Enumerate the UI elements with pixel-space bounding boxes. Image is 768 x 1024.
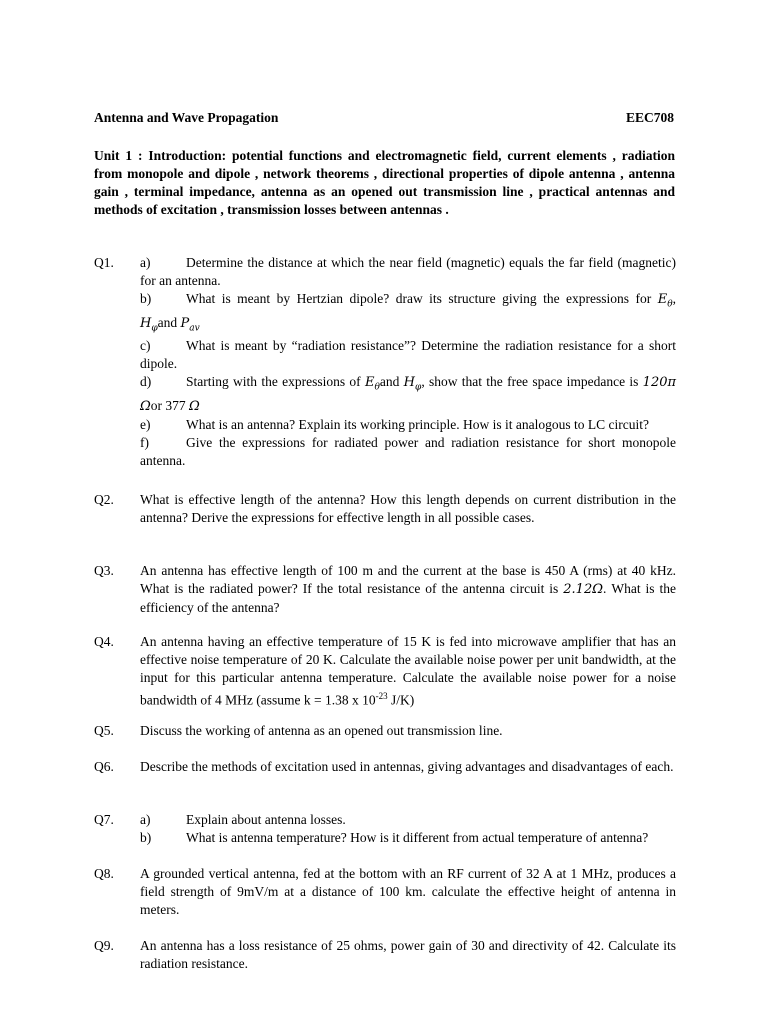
e-theta-symbol: $E_\theta$	[657, 292, 673, 310]
course-title: Antenna and Wave Propagation	[94, 110, 279, 125]
question-6: Q6. Describe the methods of excitation used in antennas, giving advantages and disadvantages of each.	[94, 759, 674, 774]
course-code: EEC708	[625, 110, 674, 125]
question-number: Q1.	[94, 255, 114, 270]
question-8: Q8. A grounded vertical antenna, fed at the bottom with an RF current of 32 A at 1 MHz, produces a field strength of 9mV/m at a distance of 100 km. calculate the effective height of antenna in meters.	[94, 866, 676, 917]
q1-part-c: c) What is meant by “radiation resistance”? Determine the radiation resistance for a short dipole.	[140, 338, 676, 372]
question-4: Q4. An antenna having an effective temperature of 15 K is fed into microwave amplifier that has an effective noise temperature of 20 K. Calculate the available noise power per unit bandwidth, at the input for this particular antenna temperature. Calculate the available noise power for a noise bandwidth of 4 MHz (assume k = 1.38 x $10^{-23}$ J/K)	[94, 634, 676, 708]
q1-part-b: b) What is meant by Hertzian dipole? draw its structure giving the expressions for $E_\theta$, $H_\varphi and$ $P_{av}$	[140, 291, 676, 334]
p-av-symbol: $P_{av}$	[180, 315, 200, 334]
question-2: Q2. What is effective length of the antenna? How this length depends on current distribution in the antenna? Derive the expressions for effective length in all possible cases.	[94, 492, 676, 525]
h-phi-symbol: $H_\varphi$	[140, 315, 158, 334]
question-3: Q3. An antenna has effective length of 100 m and the current at the base is 450 A (rms) at 40 kHz. What is the radiated power? If the total resistance of the antenna circuit is 2.12Ω. What is the efficiency of the antenna?	[94, 563, 677, 615]
q1-part-f: f) Give the expressions for radiated power and radiation resistance for short monopole antenna.	[140, 434, 676, 468]
question-5: Q5. Discuss the working of antenna as an opened out transmission line.	[94, 723, 503, 738]
q1-part-d: d) Starting with the expressions of $E_\theta and$ $H_\varphi$, show that the free space impedance is 120π Ωor 377 Ω	[140, 374, 677, 414]
question-9: Q9. An antenna has a loss resistance of 25 ohms, power gain of 30 and directivity of 42. Calculate its radiation resistance.	[94, 938, 676, 971]
q1-part-e: e) What is an antenna? Explain its working principle. How is it analogous to LC circuit?	[140, 416, 650, 432]
document-header	[94, 110, 674, 126]
question-7: Q7. a) Explain about antenna losses. b) What is antenna temperature? How is it different from actual temperature of antenna?	[94, 811, 676, 847]
unit-syllabus: Unit 1 : Introduction: potential functions and electromagnetic field, current elements , radiation from monopole and dipole , network theorems , directional properties of dipole antenna , antenna gain , terminal impedance, antenna as an opened out transmission line , practical antennas and methods of excitation , transmission losses between antennas .	[94, 148, 675, 217]
question-1	[94, 254, 676, 470]
q7-part-b: b) What is antenna temperature? How is it different from actual temperature of antenna?	[140, 830, 649, 845]
q1-part-a: a) Determine the distance at which the near field (magnetic) equals the far field (magnetic) for an antenna.	[140, 255, 676, 288]
q7-part-a: a) Explain about antenna losses.	[140, 812, 346, 827]
